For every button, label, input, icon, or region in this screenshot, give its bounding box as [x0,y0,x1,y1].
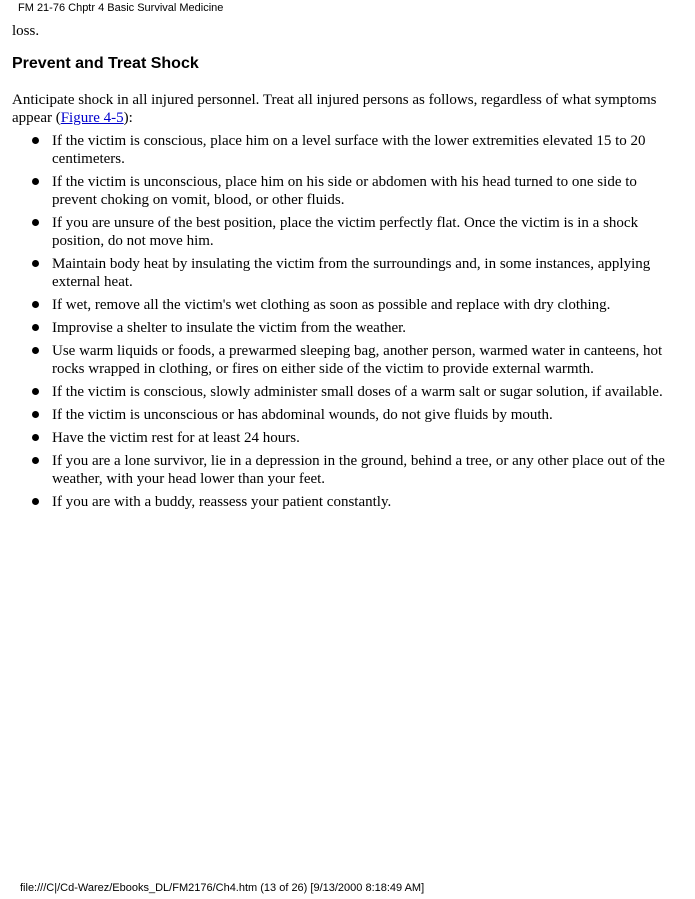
intro-text-end: ): [123,110,133,126]
intro-text: Anticipate shock in all injured personnel. Treat all injured persons as follows, regardless of what symptoms appear ( [12,92,657,126]
list-item: If you are with a buddy, reassess your patient constantly. [52,493,684,511]
list-item: Improvise a shelter to insulate the victim from the weather. [52,319,684,337]
list-item: Have the victim rest for at least 24 hours. [52,429,684,447]
list-item: Maintain body heat by insulating the victim from the surroundings and, in some instances, applying external heat. [52,255,684,291]
page-header: FM 21-76 Chptr 4 Basic Survival Medicine [18,2,224,14]
list-item: If the victim is unconscious or has abdominal wounds, do not give fluids by mouth. [52,406,684,424]
list-item: If the victim is conscious, place him on a level surface with the lower extremities elevated 15 to 20 centimeters. [52,132,684,168]
list-item: Use warm liquids or foods, a prewarmed sleeping bag, another person, warmed water in canteens, hot rocks wrapped in clothing, or fires on either side of the victim to provide external warmth. [52,342,684,378]
list-item: If wet, remove all the victim's wet clothing as soon as possible and replace with dry clothing. [52,296,684,314]
page-footer: file:///C|/Cd-Warez/Ebooks_DL/FM2176/Ch4.htm (13 of 26) [9/13/2000 8:18:49 AM] [20,882,425,894]
list-item: If the victim is conscious, slowly administer small doses of a warm salt or sugar solution, if available. [52,383,684,401]
section-heading: Prevent and Treat Shock [12,55,199,72]
list-item: If you are unsure of the best position, place the victim perfectly flat. Once the victim is in a shock position, do not move him. [52,214,684,250]
figure-link[interactable]: Figure 4-5 [60,110,124,126]
intro-paragraph [12,91,684,127]
list-item: If you are a lone survivor, lie in a depression in the ground, behind a tree, or any other place out of the weather, with your head lower than your feet. [52,452,684,488]
list-item: If the victim is unconscious, place him on his side or abdomen with his head turned to one side to prevent choking on vomit, blood, or other fluids. [52,173,684,209]
document-body [12,22,684,516]
continued-text: loss. [12,23,40,39]
shock-treatment-list [12,132,684,511]
